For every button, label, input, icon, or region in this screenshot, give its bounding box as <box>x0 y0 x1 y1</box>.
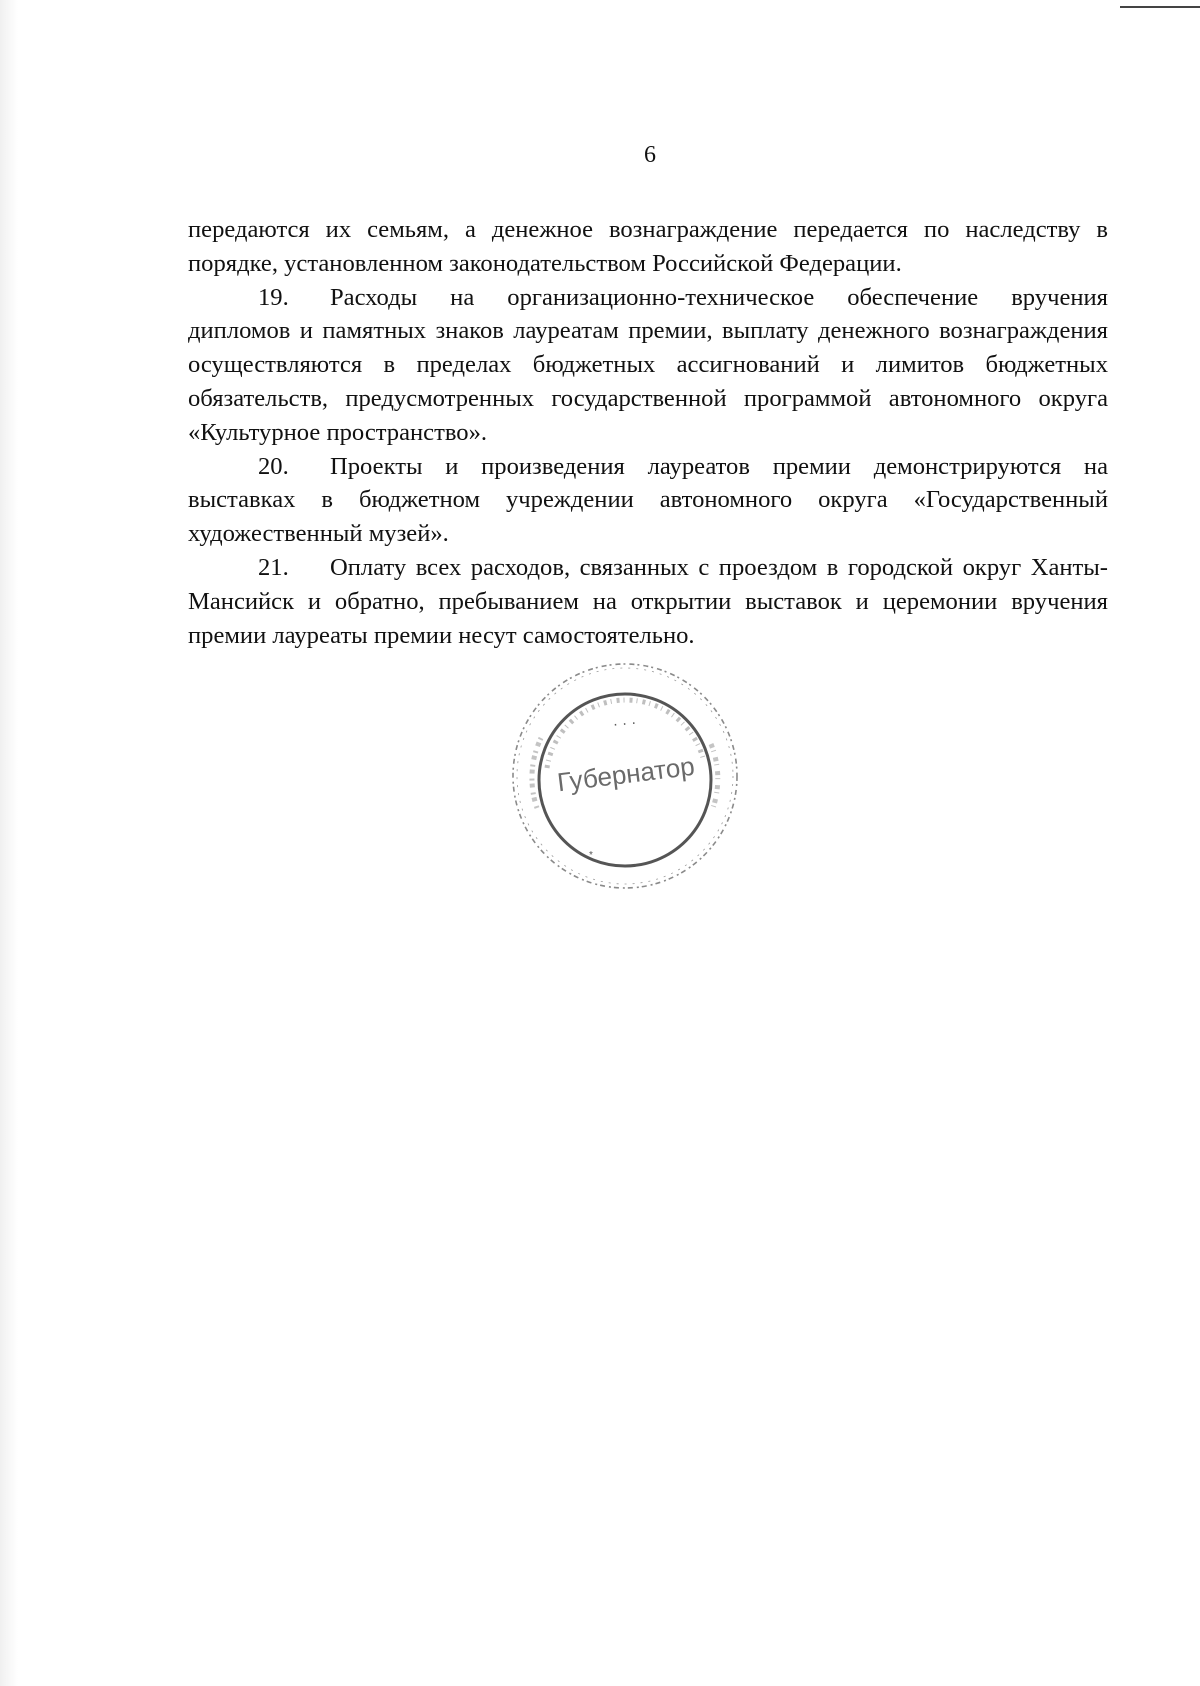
document-body <box>188 213 1108 652</box>
seal-bottom-star: * <box>589 850 593 861</box>
paragraph-21 <box>188 551 1108 652</box>
paragraph-19 <box>188 281 1108 450</box>
paragraph-20 <box>188 450 1108 551</box>
paragraph-text: Расходы на организационно-техническое обеспечение вручения дипломов и памятных знаков лауреатам премии, выплату денежного вознаграждения осуществляются в пределах бюджетных ассигнований и лимитов бюджетных обязательств, предусмотренных государственной программой автономного округа «Культурное пространство». <box>188 283 1108 446</box>
scan-edge-mark <box>1120 6 1200 8</box>
official-seal <box>507 658 743 894</box>
seal-emblem-mark: · · · <box>612 714 637 734</box>
paragraph-text: Оплату всех расходов, связанных с проездом в городской округ Ханты-Мансийск и обратно, пребыванием на открытии выставок и церемонии вручения премии лауреаты премии несут самостоятельно. <box>188 553 1108 649</box>
paragraph-text: передаются их семьям, а денежное вознаграждение передается по наследству в порядке, установленном законодательством Российской Федерации. <box>188 216 1108 277</box>
paragraph-continuation <box>188 213 1108 281</box>
seal-stamp-icon <box>507 658 743 894</box>
scan-edge-shadow <box>0 0 30 1686</box>
paragraph-number: 19. <box>258 283 289 311</box>
seal-center-text: Губернатор <box>555 750 697 798</box>
paragraph-text: Проекты и произведения лауреатов премии демонстрируются на выставках в бюджетном учреждении автономного округа «Государственный художественный музей». <box>188 452 1108 548</box>
page-number: 6 <box>644 142 656 168</box>
paragraph-number: 21. <box>258 553 289 581</box>
paragraph-number: 20. <box>258 452 289 480</box>
